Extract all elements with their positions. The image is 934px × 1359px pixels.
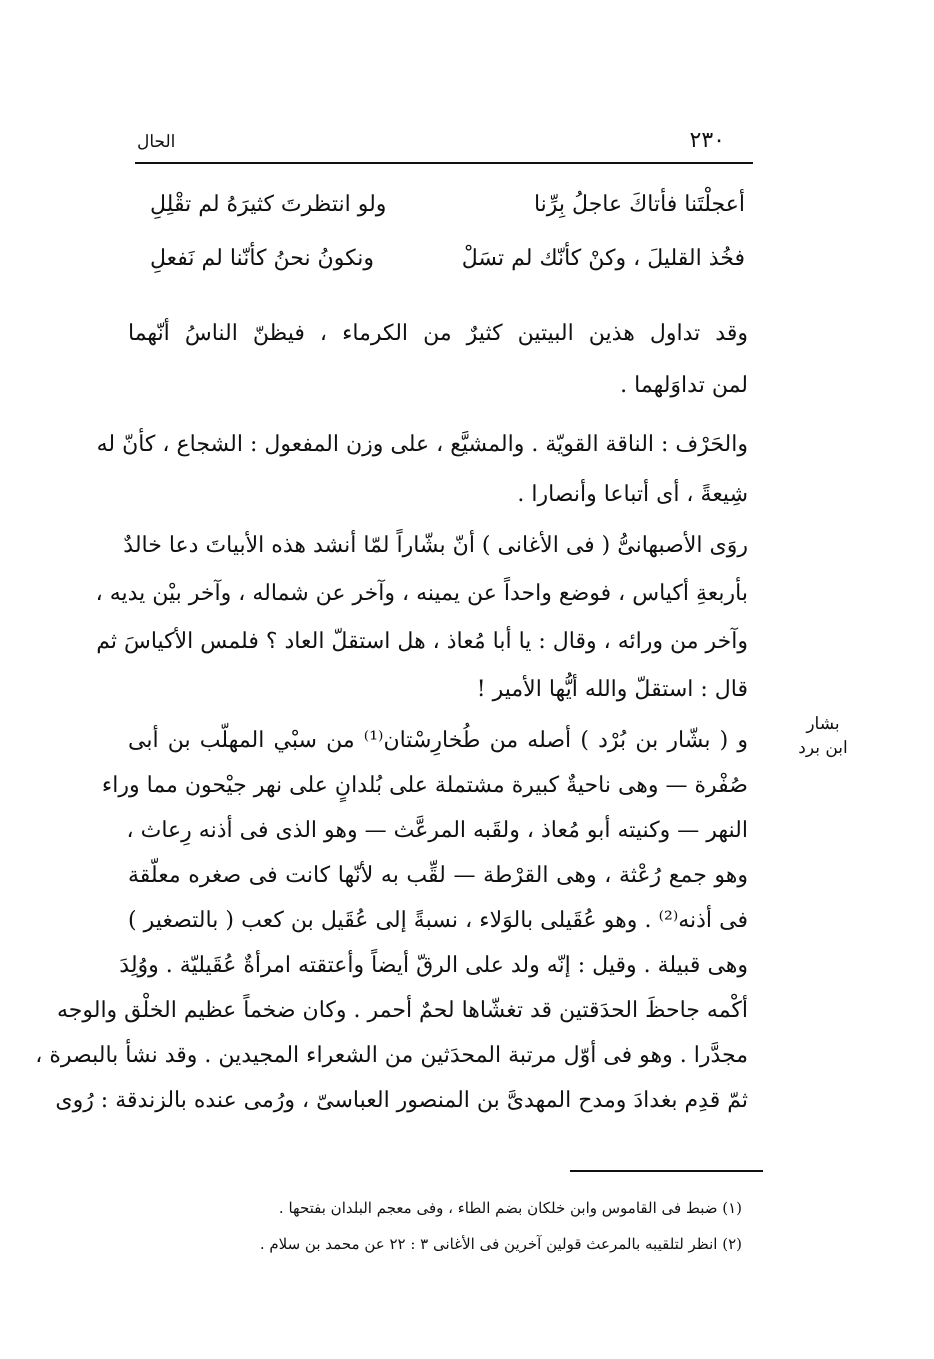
verse-hemistich-first: أعجلْتَنا فأتاكَ عاجلُ بِرِّنا xyxy=(533,192,745,217)
text-line: وهى قبيلة . وقيل : إنّه ولد على الرقّ أيضاً وأعتقته امرأةٌ عُقَيليّة . ووُلِدَ xyxy=(119,953,748,978)
margin-note-line: ابن برد xyxy=(798,738,848,758)
running-head: الحال xyxy=(137,132,176,152)
text-line: وآخر من ورائه ، وقال : يا أبا مُعاذ ، هل استقلّ العاد ؟ فلمس الأكياسَ ثم xyxy=(96,629,748,654)
text-line: روَى الأصبهانىُّ ( فى الأغانى ) أنّ بشّاراً لمّا أنشد هذه الأبياتَ دعا خالدٌ xyxy=(123,533,748,558)
text-line: النهر — وكنيته أبو مُعاذ ، ولقَبه المرعَّث — وهو الذى فى أذنه رِعاث ، xyxy=(126,818,748,843)
paragraph-4 xyxy=(35,718,749,1123)
paragraph-3 xyxy=(95,522,748,714)
footnote-1: (١) ضبط فى القاموس وابن خلكان بضم الطاء ، وفى معجم البلدان بفتحها . xyxy=(278,1199,742,1217)
text-line: وقد تداول هذين البيتين كثيرٌ من الكرماء ، فيظنّ الناسُ أنّهما xyxy=(128,321,748,346)
verse-line-2 xyxy=(150,246,745,286)
text-line: شِيعةً ، أى أتباعا وأنصارا . xyxy=(517,482,748,507)
page-number: ٢٣٠ xyxy=(689,128,725,153)
text-line: وهو جمع رُعْثة ، وهى القرْطة — لقِّب به لأنّها كانت فى صغره معلّقة xyxy=(128,863,748,888)
text-line: بأربعةِ أكياس ، فوضع واحداً عن يمينه ، وآخر عن شماله ، وآخر بيْن يديه ، xyxy=(95,581,748,606)
text-line: لمن تداوَلهما . xyxy=(620,373,748,398)
text-line: مجدَّرا . وهو فى أوّل مرتبة المحدَثين من الشعراء المجيدين . وقد نشأ بالبصرة ، xyxy=(35,1043,748,1068)
margin-note-line: بشار xyxy=(806,714,840,734)
footnote-divider xyxy=(570,1170,763,1172)
footnotes xyxy=(170,1190,742,1262)
verse-hemistich-second: ونكونُ نحنُ كأنّنا لم نَفعلِ xyxy=(150,246,374,271)
verse-hemistich-second: ولو انتظرتَ كثيرَهُ لم تقْلِلِ xyxy=(150,192,387,217)
page-header xyxy=(135,126,753,164)
paragraph-1 xyxy=(128,308,748,412)
text-line: ثمّ قدِم بغدادَ ومدح المهدىَّ بن المنصور العباسىّ ، ورُمى عنده بالزندقة : رُوى xyxy=(55,1088,748,1113)
paragraph-2 xyxy=(96,420,748,520)
verse-line-1 xyxy=(150,192,745,232)
text-line: و ( بشّار بن بُرْد ) أصله من طُخارِسْتان⁽¹⁾ من سبْي المهلّب بن أبى xyxy=(128,728,749,753)
text-line: صُفْرة — وهى ناحيةٌ كبيرة مشتملة على بُلدانٍ على نهر جيْحون مما وراء xyxy=(101,773,748,798)
text-line: قال : استقلّ والله أيُّها الأمير ! xyxy=(476,677,748,702)
verse-hemistich-first: فخُذ القليلَ ، وكنْ كأنّك لم تسَلْ xyxy=(461,246,745,271)
footnote-2: (٢) انظر لتلقيبه بالمرعث قولين آخرين فى الأغانى ٣ : ٢٢ عن محمد بن سلام . xyxy=(259,1235,742,1253)
text-line: أكْمه جاحظَ الحدَقتين قد تغشّاها لحمٌ أحمر . وكان ضخماً عظيم الخلْق والوجه xyxy=(56,998,748,1023)
text-line: والحَرْف : الناقة القويّة . والمشيَّع ، على وزن المفعول : الشجاع ، كأنّ له xyxy=(96,432,748,457)
text-line: فى أذنه⁽²⁾ . وهو عُقَيلى بالوَلاء ، نسبةً إلى عُقَيل بن كعب ( بالتصغير ) xyxy=(128,908,748,933)
margin-note xyxy=(768,712,878,760)
